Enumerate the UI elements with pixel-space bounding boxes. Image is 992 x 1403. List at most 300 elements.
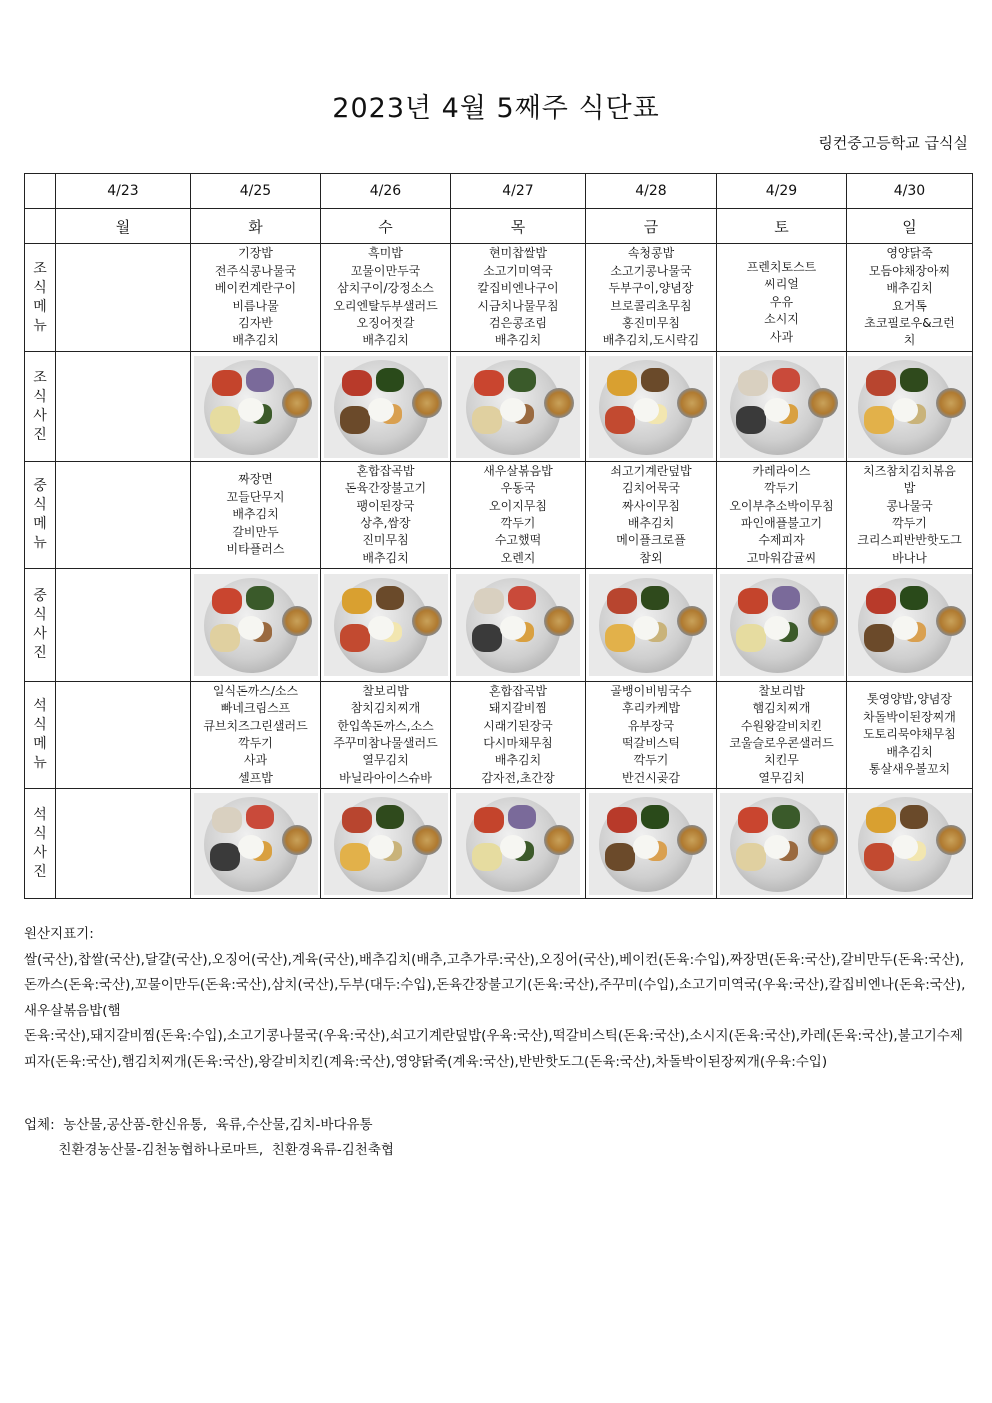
day-cell: 금	[586, 209, 717, 244]
meal-photo-cell	[586, 789, 717, 899]
date-cell: 4/28	[586, 174, 717, 209]
menu-item: 영양닭죽	[886, 246, 933, 261]
food-portion	[736, 843, 766, 871]
food-portion	[474, 370, 504, 396]
rice-portion	[238, 398, 264, 422]
menu-item: 한입쏙돈까스,소스	[337, 718, 434, 733]
row-label	[25, 789, 56, 899]
menu-item: 김자반	[238, 315, 273, 330]
meal-photo	[456, 574, 580, 676]
day-cell: 토	[717, 209, 847, 244]
menu-item: 우유	[769, 294, 794, 309]
food-portion	[736, 624, 766, 652]
menu-cell	[586, 462, 717, 569]
menu-item: 후리카케밥	[622, 701, 680, 716]
menu-item: 현미찹쌀밥	[489, 246, 547, 261]
food-portion	[864, 843, 894, 871]
meal-photo-cell	[717, 789, 847, 899]
row-label-char: 식	[33, 607, 47, 623]
soup-bowl	[544, 606, 574, 636]
menu-item: 혼합잡곡밥	[356, 463, 415, 478]
menu-cell	[586, 244, 717, 352]
food-portion	[736, 406, 766, 434]
row-label-char: 뉴	[33, 317, 47, 334]
soup-bowl	[808, 388, 838, 418]
food-portion	[772, 805, 800, 829]
date-cell: 4/26	[321, 174, 451, 209]
food-portion	[738, 370, 768, 396]
menu-item: 비타플러스	[226, 542, 285, 557]
menu-item: 주꾸미참나물샐러드	[333, 736, 438, 750]
meal-photo	[456, 356, 580, 458]
soup-bowl	[282, 825, 312, 855]
menu-item: 파인애플불고기	[740, 516, 823, 530]
menu-item: 상추,쌈장	[360, 516, 411, 530]
menu-item: 치즈참치김치볶음	[863, 463, 956, 478]
vendor-line-1: 업체: 농산물,공산품-한신유통, 육류,수산물,김치-바다유통	[24, 1117, 373, 1133]
menu-item: 콩나물국	[886, 498, 933, 513]
row-label-char: 식	[33, 497, 47, 513]
row-label	[25, 244, 56, 352]
food-portion	[864, 624, 894, 652]
menu-item: 두부구이,양념장	[608, 281, 694, 296]
menu-cell	[717, 244, 847, 352]
food-portion	[210, 406, 240, 434]
menu-item: 꼬들단무지	[226, 489, 285, 504]
page-title: 2023년 4월 5째주 식단표	[332, 93, 660, 124]
dinner-menu-row	[25, 682, 973, 789]
menu-item: 오렌지	[500, 550, 536, 565]
menu-cell	[191, 244, 321, 352]
soup-bowl	[677, 825, 707, 855]
menu-item: 속청콩밥	[627, 246, 675, 261]
lunch-menu-row	[25, 462, 973, 569]
date-cell: 4/29	[717, 174, 847, 209]
meal-photo-cell	[56, 789, 191, 899]
menu-item: 요거톡	[892, 298, 927, 313]
meal-photo	[848, 574, 972, 676]
menu-item: 바나나	[892, 550, 927, 565]
school-name: 링컨중고등학교 급식실	[818, 134, 968, 152]
menu-item: 반건시곶감	[622, 770, 680, 785]
row-label	[25, 462, 56, 569]
menu-item: 수제피자	[758, 533, 805, 548]
menu-item: 배추김치	[886, 281, 933, 296]
food-portion	[246, 368, 274, 392]
menu-item: 셀프밥	[238, 770, 273, 785]
soup-bowl	[282, 388, 312, 418]
food-portion	[866, 807, 896, 833]
menu-item: 팽이된장국	[356, 498, 415, 513]
row-label-char: 진	[33, 426, 47, 443]
row-label-char: 식	[33, 279, 47, 296]
food-portion	[900, 586, 928, 610]
menu-item: 칼집비엔나구이	[477, 281, 559, 296]
row-label-char: 석	[33, 698, 47, 714]
food-portion	[605, 843, 635, 871]
meal-photo	[720, 793, 844, 895]
menu-item: 비름나물	[232, 298, 279, 313]
meal-photo-cell	[717, 569, 847, 682]
menu-item: 홍진미무침	[622, 315, 680, 330]
menu-item: 짜장면	[238, 472, 273, 487]
menu-cell	[56, 682, 191, 789]
menu-item: 치킨무	[764, 753, 799, 768]
menu-item: 깍두기	[500, 516, 536, 530]
menu-item: 진미무침	[362, 533, 409, 548]
food-portion	[376, 586, 404, 610]
meal-photo-cell	[321, 789, 451, 899]
menu-item: 통살새우볼꼬치	[868, 762, 951, 777]
row-label	[25, 352, 56, 462]
date-cell	[25, 174, 56, 209]
menu-item: 찰보리밥	[362, 683, 409, 698]
soup-bowl	[282, 606, 312, 636]
soup-bowl	[936, 825, 966, 855]
meal-photo	[456, 793, 580, 895]
meal-photo	[194, 356, 318, 458]
menu-item: 시금치나물무침	[477, 298, 559, 313]
rice-portion	[764, 835, 790, 859]
menu-item: 햄김치찌개	[752, 701, 811, 716]
breakfast-photo-row	[25, 352, 973, 462]
row-label-char: 메	[33, 516, 47, 532]
row-label-char: 조	[33, 369, 47, 386]
menu-item: 찰보리밥	[758, 683, 805, 698]
menu-item: 감자전,초간장	[481, 770, 555, 785]
menu-item: 시래기된장국	[483, 718, 553, 733]
day-cell: 일	[847, 209, 973, 244]
food-portion	[210, 624, 240, 652]
menu-item: 사과	[769, 329, 794, 344]
row-label-char: 뉴	[33, 535, 47, 551]
day-cell: 월	[56, 209, 191, 244]
rice-portion	[238, 616, 264, 640]
meal-photo-cell	[451, 352, 586, 462]
menu-item: 기장밥	[238, 246, 273, 261]
meal-photo-cell	[451, 569, 586, 682]
menu-item: 배추김치	[362, 550, 409, 565]
menu-item: 꼬물이만두국	[350, 263, 421, 278]
row-label-char: 뉴	[33, 755, 47, 771]
row-label-char: 메	[33, 298, 47, 315]
meal-photo	[589, 356, 713, 458]
meal-photo	[848, 793, 972, 895]
soup-bowl	[412, 825, 442, 855]
row-label-char: 중	[33, 588, 47, 604]
menu-item: 참외	[639, 550, 663, 565]
menu-item: 소고기미역국	[483, 263, 553, 278]
rice-portion	[368, 398, 394, 422]
vendor-line-2: 친환경농산물-김천농협하나로마트, 친환경육류-김천축협	[24, 1142, 394, 1158]
date-row	[25, 174, 973, 209]
meal-photo	[589, 793, 713, 895]
meal-photo-cell	[56, 569, 191, 682]
menu-cell	[717, 462, 847, 569]
food-portion	[864, 406, 894, 434]
menu-item: 열무김치	[362, 753, 409, 768]
food-portion	[472, 406, 502, 434]
food-portion	[210, 843, 240, 871]
menu-cell	[56, 244, 191, 352]
menu-item: 치	[903, 333, 916, 348]
day-row	[25, 209, 973, 244]
meal-photo	[848, 356, 972, 458]
menu-item: 삼치구이/강정소스	[337, 281, 434, 296]
menu-item: 쇠고기계란덮밥	[610, 463, 692, 478]
row-label-char: 메	[33, 736, 47, 752]
rice-portion	[633, 616, 659, 640]
rice-portion	[892, 835, 918, 859]
food-portion	[212, 807, 242, 833]
food-portion	[738, 588, 768, 614]
row-label-char: 진	[33, 645, 47, 661]
dinner-photo-row	[25, 789, 973, 899]
menu-item: 다시마채무침	[483, 736, 553, 750]
menu-item: 배추김치,도시락김	[602, 333, 700, 348]
food-portion	[607, 370, 637, 396]
date-cell: 4/27	[451, 174, 586, 209]
menu-item: 유부장국	[627, 718, 675, 733]
day-cell	[25, 209, 56, 244]
menu-item: 전주식콩나물국	[214, 263, 297, 278]
menu-cell	[191, 462, 321, 569]
rice-portion	[892, 398, 918, 422]
food-portion	[641, 805, 669, 829]
menu-item: 코울슬로우콘샐러드	[729, 736, 834, 750]
food-portion	[340, 624, 370, 652]
food-portion	[474, 588, 504, 614]
food-portion	[212, 588, 242, 614]
menu-item: 참치김치찌개	[350, 701, 421, 716]
row-label-char: 석	[33, 806, 47, 823]
menu-item: 깍두기	[764, 481, 799, 496]
rice-portion	[764, 398, 790, 422]
menu-cell	[451, 462, 586, 569]
menu-item: 소시지	[764, 312, 799, 327]
menu-item: 초코필로우&크런	[864, 315, 955, 330]
menu-item: 돼지갈비찜	[489, 701, 547, 716]
menu-item: 고마워감귤씨	[746, 550, 817, 565]
menu-item: 배추김치	[362, 333, 409, 348]
meal-photo-cell	[321, 569, 451, 682]
meal-photo	[324, 793, 448, 895]
menu-item: 배추김치	[627, 516, 675, 530]
soup-bowl	[544, 825, 574, 855]
soup-bowl	[808, 825, 838, 855]
meal-photo-cell	[56, 352, 191, 462]
soup-bowl	[412, 606, 442, 636]
menu-item: 사과	[243, 753, 268, 768]
soup-bowl	[412, 388, 442, 418]
row-label-char: 식	[33, 825, 47, 842]
meal-photo-cell	[191, 569, 321, 682]
meal-photo-cell	[451, 789, 586, 899]
soup-bowl	[544, 388, 574, 418]
menu-item: 흑미밥	[368, 246, 403, 261]
food-portion	[866, 588, 896, 614]
menu-item: 차돌박이된장찌개	[863, 709, 956, 724]
menu-item: 배추김치	[232, 507, 279, 522]
soup-bowl	[808, 606, 838, 636]
row-label-char: 사	[33, 626, 47, 642]
menu-item: 톳영양밥,양념장	[867, 692, 952, 707]
menu-cell	[847, 462, 973, 569]
menu-item: 새우살볶음밥	[483, 463, 553, 478]
rice-portion	[368, 616, 394, 640]
menu-item: 오리엔탈두부샐러드	[333, 298, 438, 313]
food-portion	[376, 805, 404, 829]
menu-item: 돈육간장불고기	[344, 481, 427, 496]
menu-item: 열무김치	[758, 770, 805, 785]
rice-portion	[500, 835, 526, 859]
menu-item: 밥	[903, 481, 916, 496]
meal-photo-cell	[847, 569, 973, 682]
menu-cell	[191, 682, 321, 789]
meal-photo	[720, 574, 844, 676]
menu-cell	[451, 244, 586, 352]
meal-photo-cell	[847, 789, 973, 899]
menu-cell	[321, 682, 451, 789]
food-portion	[472, 843, 502, 871]
row-label-char: 사	[33, 407, 47, 424]
meal-photo-cell	[847, 352, 973, 462]
menu-item: 짜사이무침	[622, 498, 680, 513]
food-portion	[340, 843, 370, 871]
food-portion	[246, 586, 274, 610]
menu-item: 소고기콩나물국	[610, 263, 692, 278]
date-cell: 4/25	[191, 174, 321, 209]
menu-item: 깍두기	[633, 753, 669, 768]
menu-cell	[717, 682, 847, 789]
row-label-char: 중	[33, 478, 47, 494]
menu-item: 크리스피반반핫도그	[857, 533, 962, 548]
date-cell: 4/23	[56, 174, 191, 209]
food-portion	[472, 624, 502, 652]
menu-item: 배추김치	[886, 744, 933, 759]
menu-item: 깍두기	[238, 736, 273, 750]
menu-cell	[56, 462, 191, 569]
origin-notice	[24, 922, 970, 1075]
row-label	[25, 682, 56, 789]
food-portion	[605, 406, 635, 434]
rice-portion	[500, 616, 526, 640]
row-label	[25, 569, 56, 682]
food-portion	[607, 588, 637, 614]
food-portion	[508, 586, 536, 610]
menu-item: 빠네크림스프	[220, 701, 291, 716]
row-label-char: 사	[33, 844, 47, 861]
rice-portion	[633, 398, 659, 422]
meal-photo	[324, 356, 448, 458]
soup-bowl	[677, 606, 707, 636]
food-portion	[246, 805, 274, 829]
lunch-photo-row	[25, 569, 973, 682]
origin-text-continued: 돈육:국산),돼지갈비찜(돈육:수입),소고기콩나물국(우육:국산),쇠고기계란덮밥(우육:국산),떡갈비스틱(돈육:국산),소시지(돈육:국산),카레(돈육:국산),불고기수제피자(돈육:국산),햄김치찌개(돈육:국산),왕갈비치킨(계육:국산),영양닭죽(계육:국산),반반핫도그(돈육:국산),차돌박이된장찌개(우육:수입)	[24, 1028, 963, 1070]
origin-label: 원산지표기:	[24, 926, 94, 942]
rice-portion	[633, 835, 659, 859]
vendor-info	[24, 1113, 394, 1163]
food-portion	[607, 807, 637, 833]
menu-item: 깍두기	[892, 516, 927, 530]
menu-item: 도토리묵야채무침	[863, 727, 956, 742]
rice-portion	[238, 835, 264, 859]
day-cell: 수	[321, 209, 451, 244]
day-cell: 목	[451, 209, 586, 244]
menu-item: 베이컨계란구이	[214, 281, 297, 296]
menu-item: 떡갈비스틱	[622, 736, 680, 750]
row-label-char: 진	[33, 863, 47, 880]
menu-item: 검은콩조림	[489, 315, 547, 330]
menu-cell	[321, 462, 451, 569]
rice-portion	[764, 616, 790, 640]
food-portion	[738, 807, 768, 833]
menu-item: 브로콜리초무침	[610, 298, 692, 313]
meal-photo-cell	[191, 789, 321, 899]
menu-item: 갈비만두	[232, 524, 279, 539]
meal-photo	[194, 574, 318, 676]
row-label-char: 식	[33, 717, 47, 733]
food-portion	[605, 624, 635, 652]
menu-item: 골뱅이비빔국수	[610, 683, 692, 698]
meal-photo-cell	[191, 352, 321, 462]
date-cell: 4/30	[847, 174, 973, 209]
menu-item: 혼합잡곡밥	[489, 683, 547, 698]
menu-item: 배추김치	[232, 333, 279, 348]
food-portion	[342, 370, 372, 396]
menu-cell	[586, 682, 717, 789]
food-portion	[900, 805, 928, 829]
food-portion	[900, 368, 928, 392]
menu-item: 씨리얼	[764, 277, 799, 292]
food-portion	[342, 807, 372, 833]
meal-photo-cell	[586, 569, 717, 682]
food-portion	[508, 805, 536, 829]
menu-cell	[451, 682, 586, 789]
rice-portion	[368, 835, 394, 859]
menu-item: 오이지무침	[489, 498, 547, 513]
meal-photo	[720, 356, 844, 458]
food-portion	[342, 588, 372, 614]
meal-photo-cell	[586, 352, 717, 462]
food-portion	[508, 368, 536, 392]
menu-item: 일식돈까스/소스	[212, 683, 299, 698]
menu-cell	[321, 244, 451, 352]
meal-photo	[194, 793, 318, 895]
menu-item: 배추김치	[494, 333, 542, 348]
menu-item: 프렌치토스트	[746, 259, 817, 274]
menu-item: 수원왕갈비치킨	[740, 718, 823, 733]
food-portion	[641, 368, 669, 392]
menu-item: 바닐라아이스슈바	[339, 770, 432, 785]
rice-portion	[892, 616, 918, 640]
menu-cell	[847, 682, 973, 789]
menu-item: 김치어묵국	[622, 481, 680, 496]
row-label-char: 식	[33, 388, 47, 405]
soup-bowl	[936, 388, 966, 418]
menu-item: 큐브치즈그린샐러드	[203, 718, 308, 733]
weekly-menu-table	[24, 173, 973, 899]
meal-photo-cell	[717, 352, 847, 462]
row-label-char: 조	[33, 260, 47, 277]
food-portion	[212, 370, 242, 396]
food-portion	[376, 368, 404, 392]
soup-bowl	[936, 606, 966, 636]
menu-cell	[847, 244, 973, 352]
menu-item: 오이부추소박이무침	[729, 498, 834, 513]
menu-item: 배추김치	[494, 753, 542, 768]
meal-photo	[324, 574, 448, 676]
